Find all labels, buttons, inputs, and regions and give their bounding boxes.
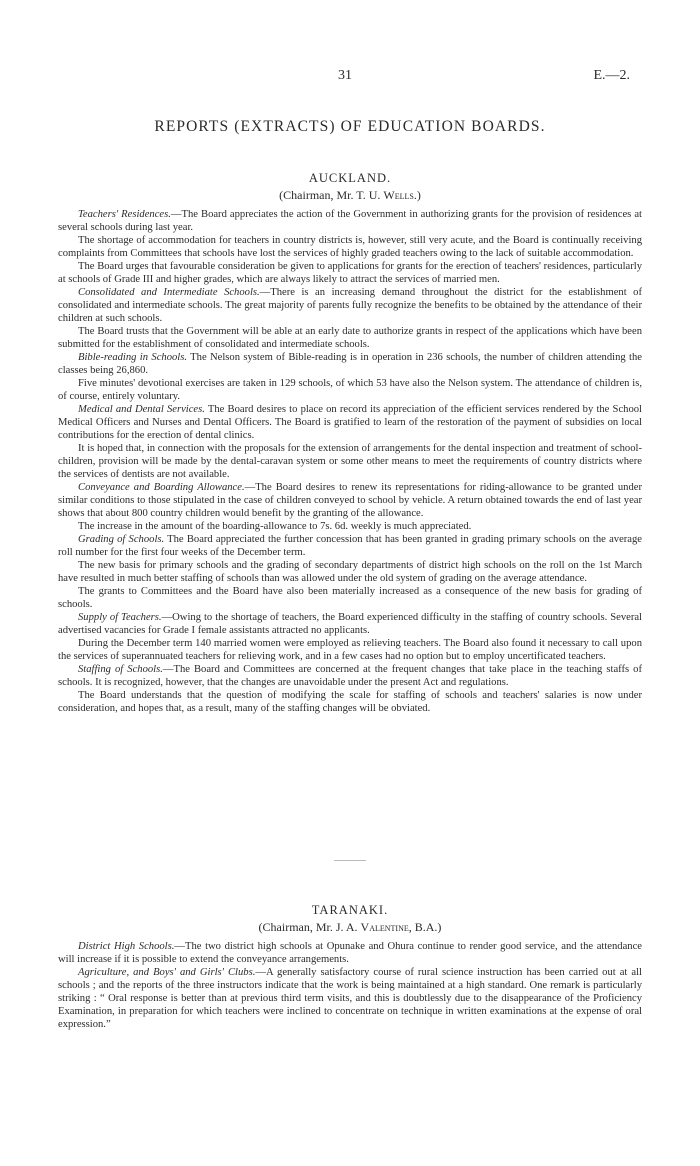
paragraph-heading: Staffing of Schools.: [78, 664, 163, 675]
paragraph-heading: Teachers' Residences.: [78, 209, 171, 220]
taranaki-section: [58, 902, 642, 1031]
paragraph: [58, 377, 642, 403]
paragraph: [58, 520, 642, 533]
paragraph: [58, 442, 642, 481]
paragraph-text: The shortage of accommodation for teachers in country districts is, however, still very acute, and the Board is continually receiving complaints from Committees that schools have lost the services of highly graded teachers owing to the lack of suitable accommodation.: [58, 235, 642, 259]
paragraph: [58, 260, 642, 286]
paragraph-heading: Consolidated and Intermediate Schools.: [78, 287, 260, 298]
paragraph: [58, 611, 642, 637]
paragraph-text: Five minutes' devotional exercises are taken in 129 schools, of which 53 have also the Nelson system. The attendance of children is, of course, entirely voluntary.: [58, 378, 642, 402]
paragraph-heading: Agriculture, and Boys' and Girls' Clubs.: [78, 967, 256, 978]
paragraph-text: —The Board desires to renew its representations for riding-allowance to be granted under similar conditions to those stipulated in the case of children conveyed to school by vehicle. A return obtained towards the end of last year shows that about 800 country children would benefit by the granting of the allowance.: [58, 482, 642, 519]
document-title: REPORTS (EXTRACTS) OF EDUCATION BOARDS.: [154, 118, 546, 135]
paragraph: [58, 559, 642, 585]
paragraph-text: —A generally satisfactory course of rural science instruction has been carried out at all schools ; and the reports of the three instructors indicate that the work is being maintained at a high standard. One remark is particularly striking : “ Oral response is better than at previous third term visits, and this is doubtlessly due to the disappearance of the Proficiency Examination, in preparation for which teachers were inclined to concentrate on technique in written examinations at the expense of oral expression.”: [58, 967, 643, 1030]
paragraph: [58, 286, 642, 325]
auckland-chairman: [58, 187, 642, 204]
paragraph-text: The Board urges that favourable consideration be given to applications for grants for the erection of teachers' residences, particularly at schools of Grade III and higher grades, which are always likely to attract the services of married men.: [58, 261, 642, 285]
paragraph: [58, 637, 642, 663]
paragraph: [58, 689, 642, 715]
paragraph: [58, 481, 642, 520]
paragraph-heading: District High Schools.: [78, 941, 175, 952]
paragraph-heading: Supply of Teachers.: [78, 612, 162, 623]
paragraph: [58, 403, 642, 442]
paragraph: [58, 325, 642, 351]
paragraph-heading: Grading of Schools.: [78, 534, 165, 545]
paragraph-text: —The two district high schools at Opunake and Ohura continue to render good service, and the attendance will increase if it is possible to extend the conveyance arrangements.: [58, 941, 642, 965]
document-reference: E.—2.: [593, 68, 630, 83]
paragraph: [58, 533, 642, 559]
auckland-chairman-prefix: (Chairman, Mr. T. U.: [279, 188, 381, 202]
page-number: 31: [338, 68, 352, 83]
paragraph-text: The grants to Committees and the Board have also been materially increased as a consequence of the new basis for grading of schools.: [58, 586, 642, 610]
paragraph: [58, 663, 642, 689]
paragraph-text: —There is an increasing demand throughout the district for the establishment of consolidated and intermediate schools. The great majority of parents fully recognize the benefits to be obtained by the attendance of their children at such schools.: [58, 287, 642, 324]
paragraph-text: The increase in the amount of the boarding-allowance to 7s. 6d. weekly is much appreciated.: [78, 521, 472, 532]
auckland-paragraphs: [58, 208, 642, 715]
taranaki-chairman-suffix: , B.A.): [408, 920, 442, 934]
paragraph-heading: Conveyance and Boarding Allowance.: [78, 482, 245, 493]
paragraph-text: The Board trusts that the Government will be able at an early date to authorize grants in respect of the applications which have been submitted for the establishment of consolidated and intermediate schools.: [58, 326, 642, 350]
paragraph: [58, 940, 642, 966]
auckland-chairman-name: Wells: [383, 188, 414, 202]
paragraph-heading: Bible-reading in Schools.: [78, 352, 188, 363]
paragraph-text: It is hoped that, in connection with the proposals for the extension of arrangements for the dental inspection and treatment of school-children, provision will be made by the dental-caravan system or some other means to meet the requirements of country districts where the services of dentists are not available.: [58, 443, 642, 480]
paragraph-text: The Board understands that the question of modifying the scale for staffing of schools and teachers' salaries is now under consideration, and hopes that, as a result, many of the staffing changes will be obviated.: [58, 690, 642, 714]
taranaki-chairman: [58, 919, 642, 936]
auckland-heading: AUCKLAND.: [308, 171, 392, 185]
taranaki-chairman-prefix: (Chairman, Mr. J. A.: [258, 920, 358, 934]
paragraph: [58, 351, 642, 377]
paragraph: [58, 966, 642, 1031]
section-divider: [334, 860, 366, 861]
paragraph-text: The new basis for primary schools and the grading of secondary departments of district high schools on the roll on the 1st March have resulted in much better staffing of schools than was allowed under the old system of grading on the average attendance.: [58, 560, 642, 584]
paragraph-text: The Board appreciated the further concession that has been granted in grading primary schools on the average roll number for the first four weeks of the December term.: [58, 534, 642, 558]
paragraph: [58, 208, 642, 234]
taranaki-heading: TARANAKI.: [311, 903, 389, 917]
taranaki-paragraphs: [58, 940, 642, 1031]
paragraph-text: —The Board and Committees are concerned at the frequent changes that take place in the teaching staffs of schools. It is recognized, however, that the changes are unavoidable under the present Act and regulations.: [58, 664, 642, 688]
paragraph: [58, 234, 642, 260]
paragraph-text: The Board desires to place on record its appreciation of the efficient services rendered by the School Medical Officers and Nurses and Dental Officers. The Board is gratified to learn of the restoration of the payment of subsidies on local contributions for the erection of dental clinics.: [58, 404, 642, 441]
paragraph-text: —Owing to the shortage of teachers, the Board experienced difficulty in the staffing of country schools. Several advertised vacancies for Grade I female assistants attracted no applicants.: [58, 612, 642, 636]
paragraph-text: The Nelson system of Bible-reading is in operation in 236 schools, the number of children attending the classes being 26,860.: [58, 352, 642, 376]
paragraph-text: During the December term 140 married women were employed as relieving teachers. The Board also found it necessary to call upon the services of superannuated teachers for relieving work, and in a few cases had no option but to employ uncertificated teachers.: [58, 638, 642, 662]
auckland-chairman-suffix: .): [413, 188, 421, 202]
paragraph: [58, 585, 642, 611]
paragraph-heading: Medical and Dental Services.: [78, 404, 205, 415]
paragraph-text: —The Board appreciates the action of the Government in authorizing grants for the provision of residences at several schools during last year.: [58, 209, 642, 233]
taranaki-chairman-name: Valentine: [360, 920, 409, 934]
auckland-section: [58, 170, 642, 715]
